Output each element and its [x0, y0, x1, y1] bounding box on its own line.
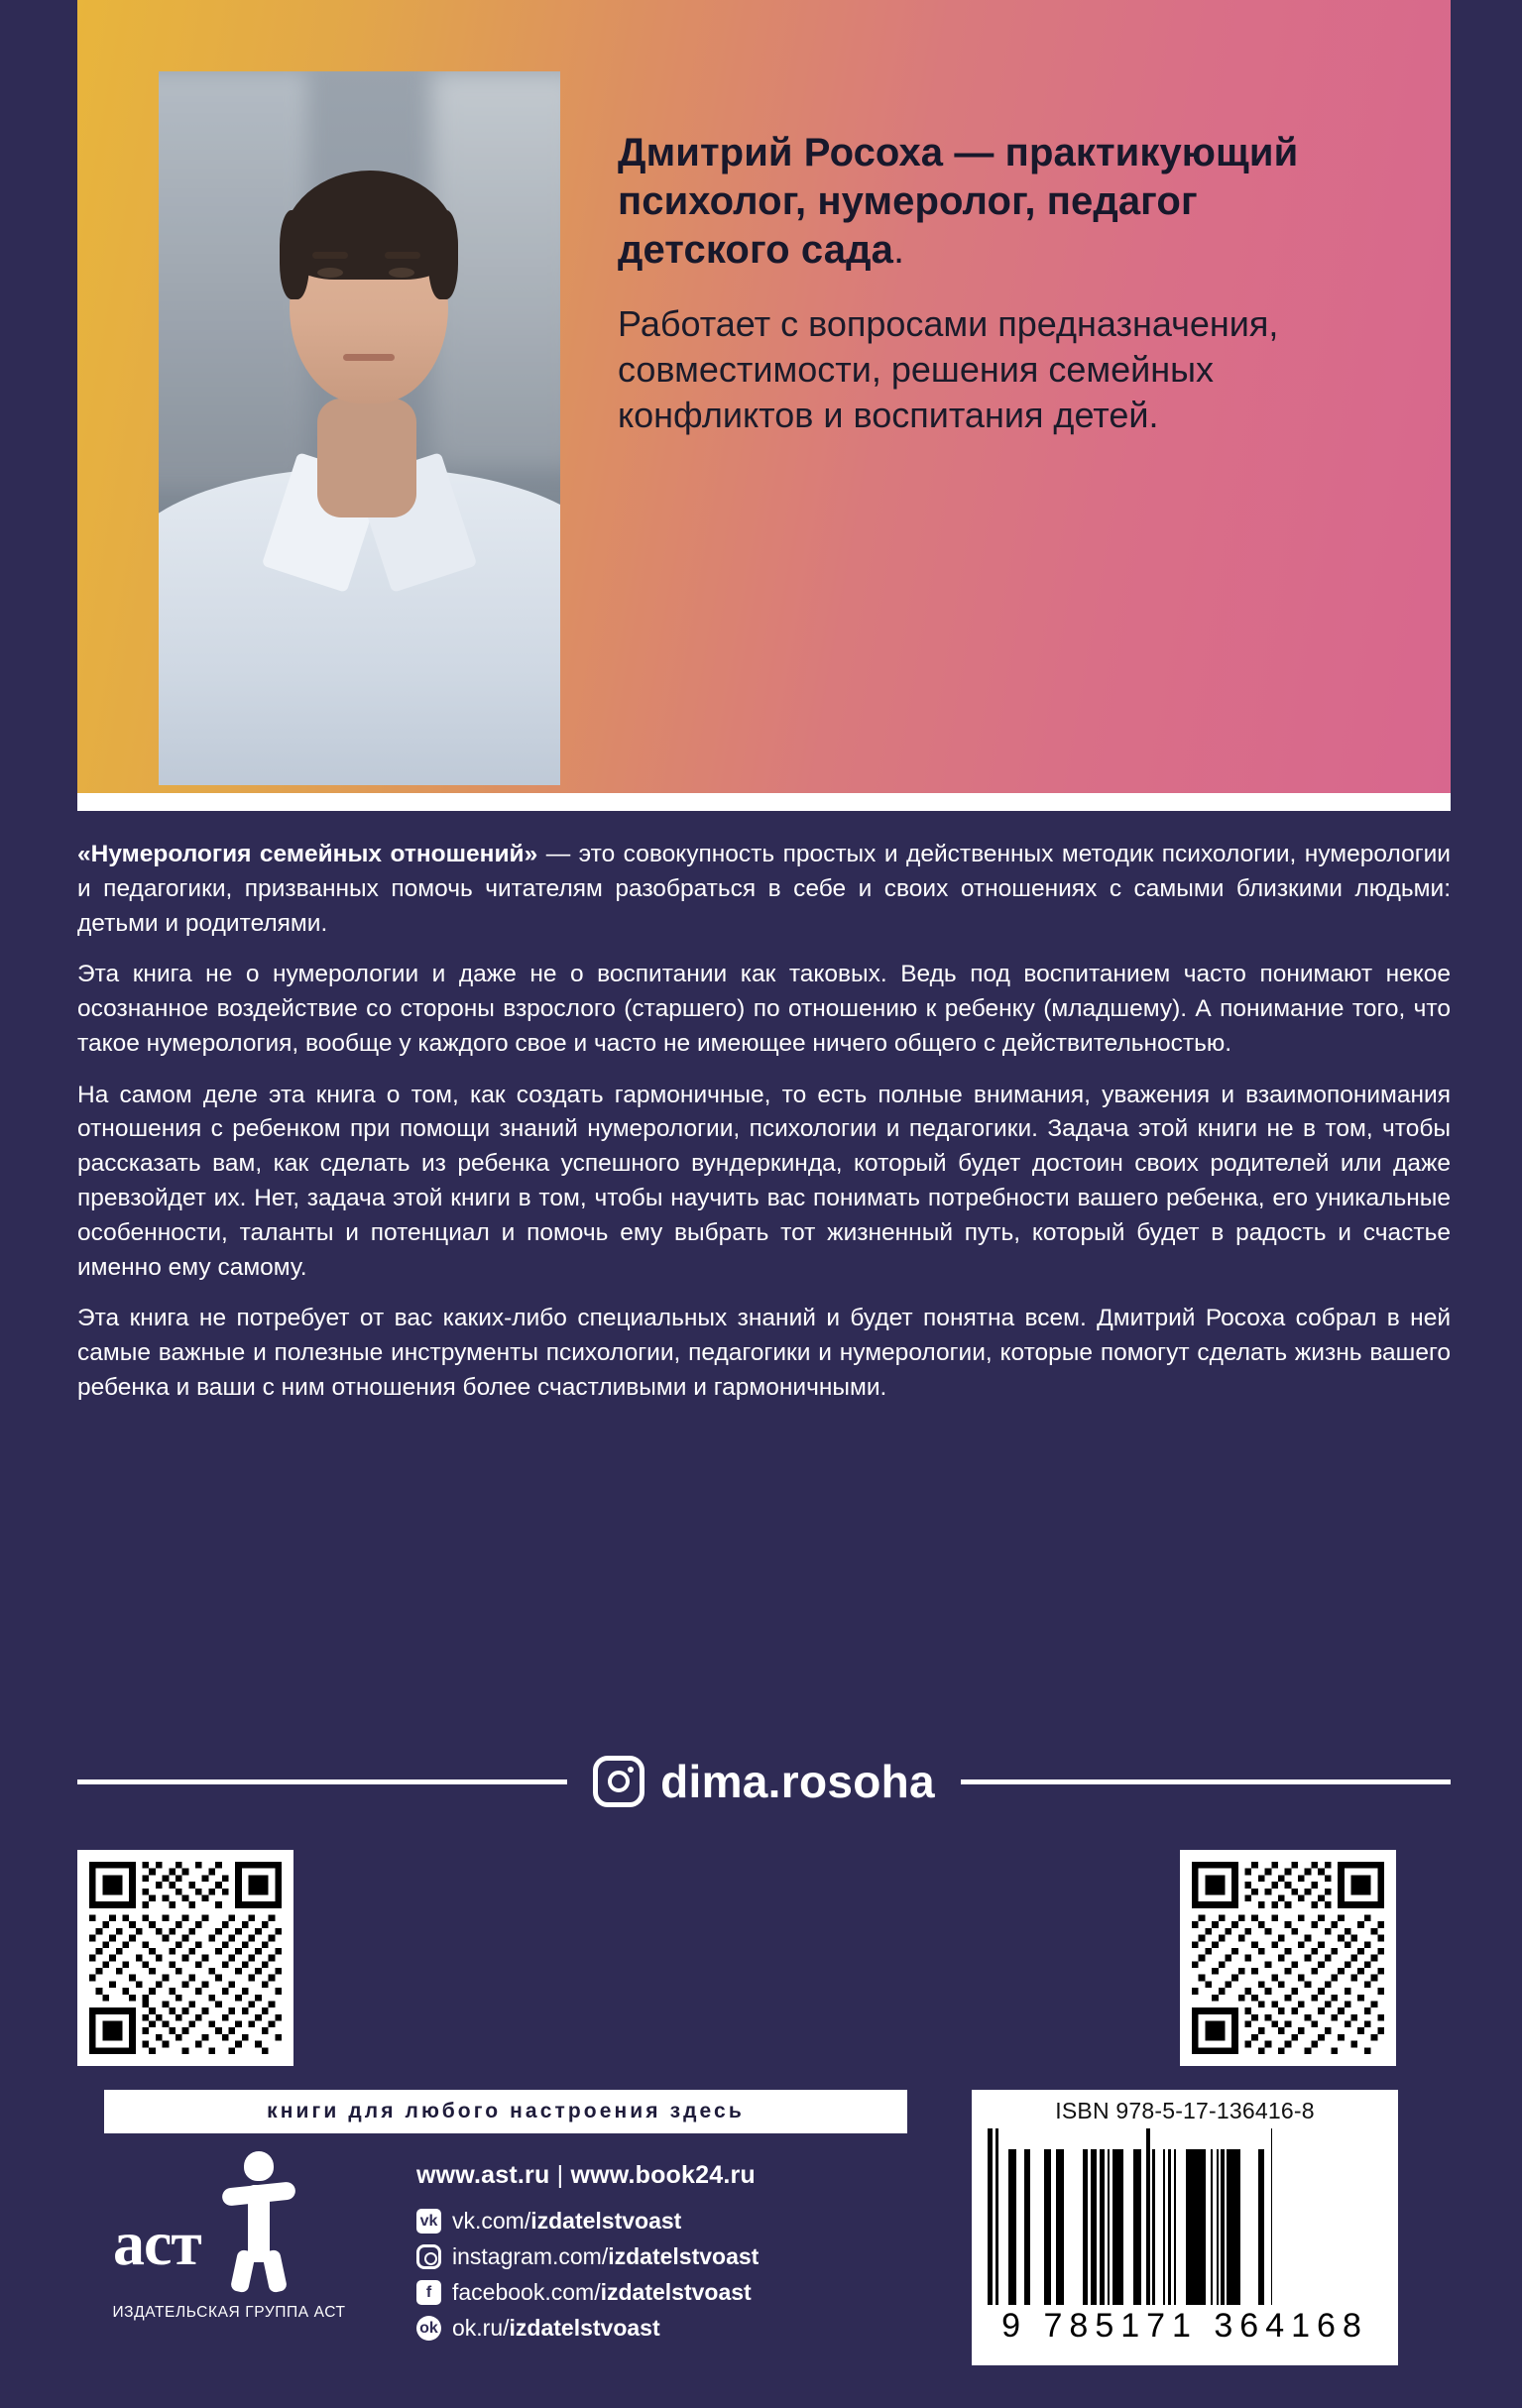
publisher-logo [95, 2149, 363, 2322]
author-photo [159, 71, 560, 785]
odnoklassniki-prefix: ok.ru/ [452, 2315, 510, 2341]
website-separator: | [549, 2161, 571, 2189]
photo-brow-left [312, 252, 348, 259]
blurb-paragraph-1-rest: — это совокупность простых и действенных методик психологии, нумерологии и педагогики, призванных помочь читателям разобраться в себе и своих отношениях с самыми близкими людьми: детьми и родителями. [77, 841, 1451, 937]
ast-figure-head [244, 2151, 274, 2181]
ast-wordmark: аст [113, 2208, 201, 2278]
facebook-icon: f [416, 2280, 441, 2305]
facebook-handle: izdatelstvoast [600, 2279, 752, 2305]
photo-mouth [343, 354, 395, 361]
rule-left [77, 1779, 567, 1784]
isbn-block [972, 2090, 1398, 2365]
blurb-paragraph-4: Эта книга не потребует от вас каких-либо специальных знаний и будет понятна всем. Дмитрий Росоха собрал в ней самые важные и полезные инструменты психологии, педагогики и нумерологии, которые помогут сделать жизнь вашего ребенка и ваши с ним отношения более счастливыми и гармоничными. [77, 1305, 1451, 1401]
isbn-label: ISBN 978-5-17-136416-8 [1055, 2098, 1315, 2123]
rule-right [961, 1779, 1451, 1784]
author-headline-text: Дмитрий Росоха — практикующий психолог, нумеролог, педагог детского сада [618, 131, 1299, 273]
publisher-caption: ИЗДАТЕЛЬСКАЯ ГРУППА АСТ [112, 2304, 346, 2321]
ast-figure-leg-right [262, 2249, 288, 2294]
qr-code-left[interactable] [77, 1850, 293, 2066]
social-vk[interactable] [416, 2208, 932, 2235]
qr-code-right[interactable] [1180, 1850, 1396, 2066]
photo-eye-right [389, 268, 414, 278]
photo-brow-right [385, 252, 420, 259]
vk-label[interactable] [452, 2208, 681, 2235]
blurb-paragraph-3: На самом деле эта книга о том, как создать гармоничные, то есть полные внимания, уважения и взаимопонимания отношения с ребенком при помощи знаний нумерологии, психологии и педагогики. Задача этой книги не в том, чтобы рассказать вам, как сделать из ребенка успешного вундеркинда, который будет достоин своих родителей или даже превзойдет их. Нет, задача этой книги в том, чтобы научить вас понимать потребности вашего ребенка, его уникальные особенности, таланты и потенциал и помочь ему выбрать тот жизненный путь, который будет в радость и счастье именно ему самому. [77, 1081, 1451, 1281]
photo-hair-side-right [428, 210, 458, 299]
facebook-prefix: facebook.com/ [452, 2279, 601, 2305]
ast-figure-icon [222, 2151, 295, 2290]
photo-hair-side-left [280, 210, 309, 299]
social-facebook[interactable] [416, 2279, 932, 2306]
blurb-paragraph-2: Эта книга не о нумерологии и даже не о воспитании как таковых. Ведь под воспитанием часто понимают некое осознанное воздействие со стороны взрослого (старшего) по отношению к ребенку (младшему). А понимание того, что такое нумерология, вообще у каждого свое и часто не имеющее ничего общего с действительностью. [77, 961, 1451, 1057]
photo-eye-left [317, 268, 343, 278]
book-title-inline: «Нумерология семейных отношений» [77, 841, 538, 867]
instagram-label[interactable] [452, 2243, 759, 2270]
qr-code-right-pattern [1192, 1862, 1384, 2054]
blurb-paragraph-1 [77, 838, 1451, 941]
ast-figure-leg-left [230, 2249, 256, 2294]
social-instagram[interactable] [416, 2243, 932, 2270]
blurb-text [77, 838, 1451, 1406]
social-odnoklassniki[interactable] [416, 2315, 932, 2342]
website-ast[interactable]: www.ast.ru [416, 2161, 550, 2189]
vk-icon: vk [416, 2209, 441, 2234]
qr-code-left-pattern [89, 1862, 282, 2054]
photo-neck [317, 399, 416, 517]
author-subtext: Работает с вопросами предназначения, совместимости, решения семейных конфликтов и воспитания детей. [618, 302, 1279, 436]
odnoklassniki-label[interactable] [452, 2315, 660, 2342]
author-blurb [618, 129, 1371, 439]
contacts-block [416, 2161, 932, 2351]
author-headline [618, 129, 1371, 276]
instagram-icon [593, 1756, 644, 1807]
barcode [982, 2128, 1388, 2305]
instagram-prefix: instagram.com/ [452, 2243, 609, 2269]
author-banner [77, 0, 1451, 793]
odnoklassniki-icon: ok [416, 2316, 441, 2341]
website-line[interactable] [416, 2161, 932, 2190]
facebook-label[interactable] [452, 2279, 752, 2306]
vk-prefix: vk.com/ [452, 2208, 531, 2234]
slogan-strip: книги для любого настроения здесь [104, 2090, 907, 2133]
barcode-digits: 9 785171 364168 [1001, 2307, 1368, 2345]
instagram-row [77, 1755, 1451, 1808]
instagram-handle-group[interactable] [593, 1755, 935, 1808]
odnoklassniki-handle: izdatelstvoast [509, 2315, 660, 2341]
divider-rule [77, 793, 1451, 811]
ast-logomark [105, 2149, 353, 2298]
vk-handle: izdatelstvoast [530, 2208, 682, 2234]
instagram-icon [416, 2244, 441, 2269]
instagram-handle-contact: izdatelstvoast [608, 2243, 760, 2269]
website-book24[interactable]: www.book24.ru [570, 2161, 756, 2189]
instagram-handle[interactable]: dima.rosoha [660, 1756, 935, 1807]
author-headline-period: . [892, 228, 905, 273]
